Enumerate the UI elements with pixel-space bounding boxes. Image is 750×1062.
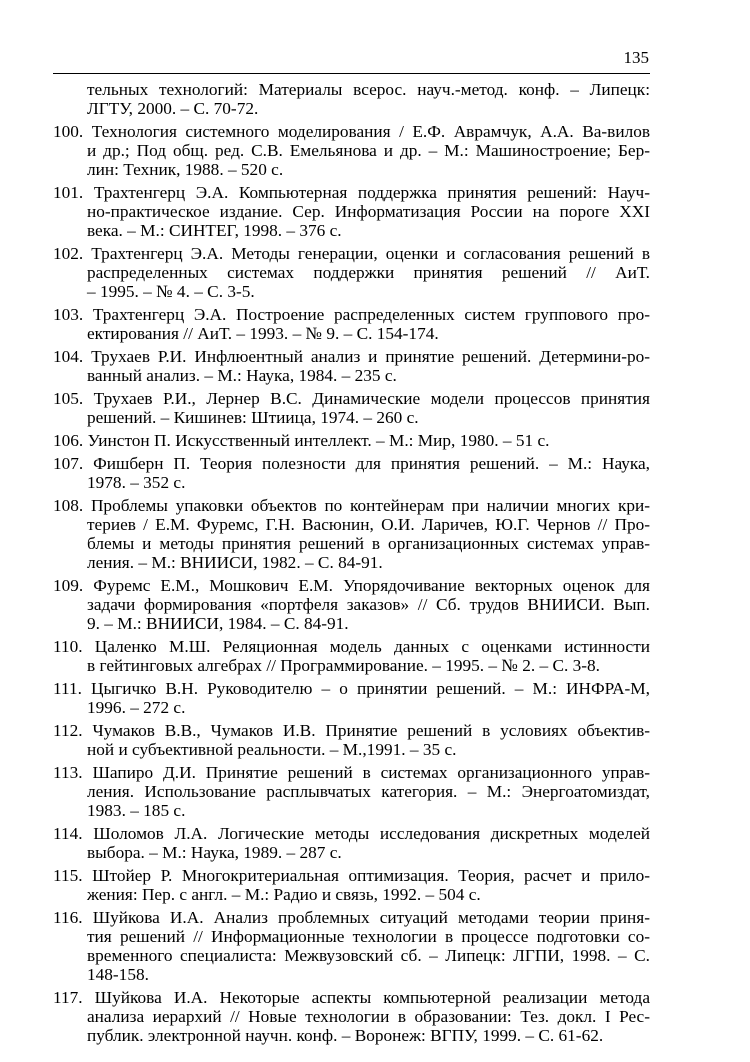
reference-line: публик. электронной научн. конф. – Воронеж: ВГПУ, 1999. – С. 61-62. (87, 1026, 604, 1045)
reference-item (53, 122, 650, 179)
reference-line: 1983. – 185 с. (87, 801, 186, 820)
reference-line: тельных технологий: Материалы всерос. науч.-метод. конф. – Липецк: (87, 80, 650, 99)
reference-line: выбора. – М.: Наука, 1989. – 287 с. (87, 843, 342, 862)
reference-line: 110. Цаленко М.Ш. Реляционная модель данных с оценками истинности (53, 637, 650, 656)
reference-item (53, 389, 650, 427)
reference-line: 105. Трухаев Р.И., Лернер В.С. Динамические модели процессов принятия (53, 389, 650, 408)
reference-line: тия решений // Информационные технологии в процессе подготовки со- (87, 927, 650, 946)
reference-item (53, 576, 650, 633)
reference-line: 112. Чумаков В.В., Чумаков И.В. Принятие решений в условиях объектив- (53, 721, 650, 740)
reference-line: 111. Цыгичко В.Н. Руководителю – о принятии решений. – М.: ИНФРА-М, (53, 679, 650, 698)
reference-line: ления. – М.: ВНИИСИ, 1982. – С. 84-91. (87, 553, 383, 572)
reference-line: распределенных системах поддержки принятия решений // АиТ. (87, 263, 650, 282)
reference-item (53, 866, 650, 904)
reference-line: 101. Трахтенгерц Э.А. Компьютерная поддержка принятия решений: Науч- (53, 183, 650, 202)
reference-item (53, 721, 650, 759)
reference-line: 104. Трухаев Р.И. Инфлюентный анализ и принятие решений. Детермини-ро- (53, 347, 650, 366)
reference-line: ванный анализ. – М.: Наука, 1984. – 235 с. (87, 366, 397, 385)
reference-line: века. – М.: СИНТЕГ, 1998. – 376 с. (87, 221, 342, 240)
reference-line: анализа иерархий // Новые технологии в образовании: Тез. докл. I Рес- (87, 1007, 650, 1026)
reference-line: но-практическое издание. Сер. Информатизация России на пороге XXI (87, 202, 650, 221)
reference-item (53, 763, 650, 820)
page-number: 135 (623, 48, 649, 67)
reference-line: 1978. – 352 с. (87, 473, 186, 492)
reference-line: ной и субъективной реальности. – М.,1991. – 35 с. (87, 740, 457, 759)
reference-item (53, 679, 650, 717)
reference-line: временного специалиста: Межвузовский сб. – Липецк: ЛГПИ, 1998. – С. (87, 946, 650, 965)
reference-line: 114. Шоломов Л.А. Логические методы исследования дискретных моделей (53, 824, 650, 843)
reference-item (53, 244, 650, 301)
reference-line: 9. – М.: ВНИИСИ, 1984. – С. 84-91. (87, 614, 349, 633)
reference-item (53, 305, 650, 343)
reference-list (53, 80, 650, 1045)
reference-line: 113. Шапиро Д.И. Принятие решений в системах организационного управ- (53, 763, 650, 782)
reference-item (53, 454, 650, 492)
reference-line: – 1995. – № 4. – С. 3-5. (87, 282, 255, 301)
reference-item (53, 496, 650, 572)
reference-line: 109. Фуремс Е.М., Мошкович Е.М. Упорядочивание векторных оценок для (53, 576, 650, 595)
reference-line: 116. Шуйкова И.А. Анализ проблемных ситуаций методами теории приня- (53, 908, 650, 927)
reference-item (53, 988, 650, 1045)
reference-line: 1996. – 272 с. (87, 698, 186, 717)
reference-line: 148-158. (87, 965, 149, 984)
reference-line: 106. Уинстон П. Искусственный интеллект. – М.: Мир, 1980. – 51 с. (53, 431, 550, 450)
reference-line: 117. Шуйкова И.А. Некоторые аспекты компьютерной реализации метода (53, 988, 650, 1007)
reference-line: 100. Технология системного моделирования / Е.Ф. Аврамчук, А.А. Ва-вилов (53, 122, 650, 141)
reference-line: лин: Техник, 1988. – 520 с. (87, 160, 284, 179)
reference-line: ектирования // АиТ. – 1993. – № 9. – С. 154-174. (87, 324, 439, 343)
reference-item (53, 80, 650, 118)
reference-line: ЛГТУ, 2000. – С. 70-72. (87, 99, 259, 118)
reference-line: жения: Пер. с англ. – М.: Радио и связь, 1992. – 504 с. (87, 885, 481, 904)
reference-line: 103. Трахтенгерц Э.А. Построение распределенных систем группового про- (53, 305, 650, 324)
reference-line: 107. Фишберн П. Теория полезности для принятия решений. – М.: Наука, (53, 454, 650, 473)
reference-item (53, 431, 650, 450)
reference-item (53, 183, 650, 240)
reference-line: в гейтинговых алгебрах // Программирование. – 1995. – № 2. – С. 3-8. (87, 656, 600, 675)
reference-line: решений. – Кишинев: Штиица, 1974. – 260 с. (87, 408, 419, 427)
reference-item (53, 347, 650, 385)
reference-line: и др.; Под общ. ред. С.В. Емельянова и др. – М.: Машиностроение; Бер- (87, 141, 650, 160)
reference-line: 108. Проблемы упаковки объектов по контейнерам при наличии многих кри- (53, 496, 650, 515)
reference-line: задачи формирования «портфеля заказов» // Сб. трудов ВНИИСИ. Вып. (87, 595, 650, 614)
reference-item (53, 637, 650, 675)
header-rule (53, 73, 650, 74)
reference-line: 102. Трахтенгерц Э.А. Методы генерации, оценки и согласования решений в (53, 244, 650, 263)
reference-line: 115. Штойер Р. Многокритериальная оптимизация. Теория, расчет и прило- (53, 866, 650, 885)
reference-line: блемы и методы принятия решений в организационных системах управ- (87, 534, 650, 553)
reference-line: териев / Е.М. Фуремс, Г.Н. Васюнин, О.И. Ларичев, Ю.Г. Чернов // Про- (87, 515, 650, 534)
reference-item (53, 824, 650, 862)
reference-item (53, 908, 650, 984)
reference-line: ления. Использование расплывчатых категория. – М.: Энергоатомиздат, (87, 782, 650, 801)
